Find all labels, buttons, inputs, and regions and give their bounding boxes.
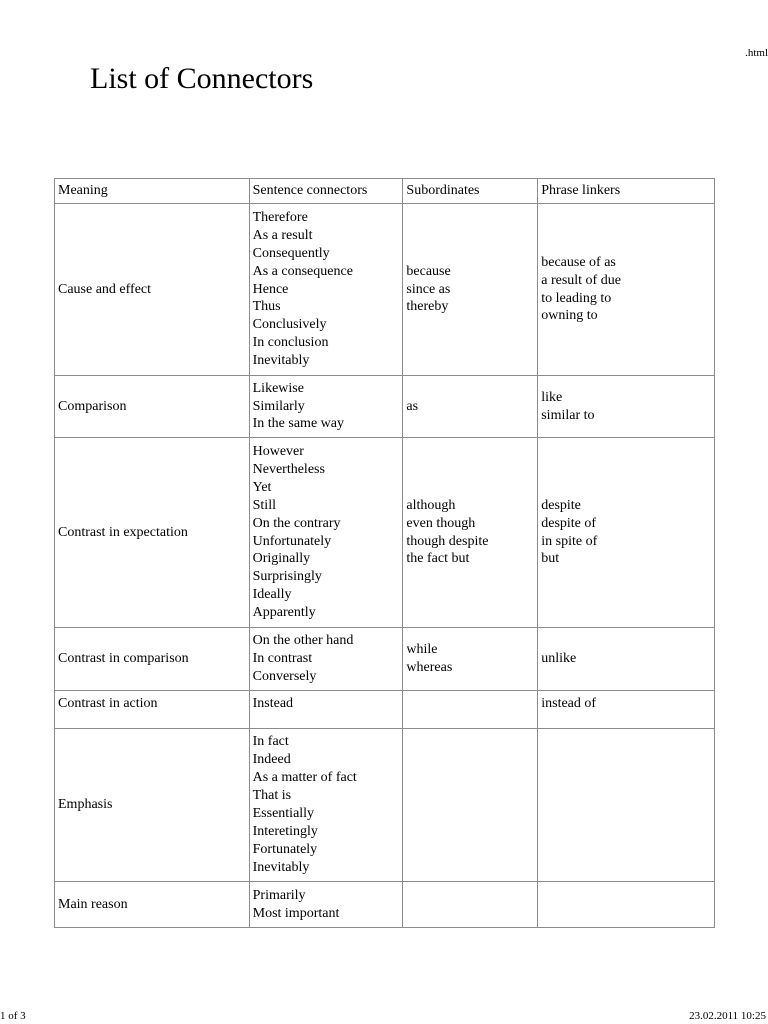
connector-item: Nevertheless: [252, 461, 325, 477]
subordinate-item: since as: [406, 281, 451, 297]
connector-item: Unfortunately: [252, 533, 332, 549]
page-number: 1 of 3: [0, 1010, 26, 1022]
phrase-linker-item: similar to: [541, 407, 595, 423]
connector-item: Essentially: [252, 806, 315, 821]
meaning-cell: Contrast in expectation: [55, 438, 250, 628]
connectors-table: [54, 178, 715, 928]
phrase-linker-item: despite: [541, 497, 581, 513]
sentence-connectors-cell: [249, 204, 403, 376]
connector-item: In fact: [252, 734, 289, 750]
phrase-linker-item: a result of due: [541, 272, 621, 288]
column-header-meaning: Meaning: [55, 179, 250, 204]
meaning-cell: Main reason: [55, 882, 250, 928]
subordinates-cell: [403, 438, 538, 628]
phrase-linkers-cell: [538, 376, 715, 438]
connector-item: On the other hand: [252, 633, 354, 649]
connector-item: In contrast: [252, 651, 313, 667]
subordinates-cell: [403, 729, 538, 882]
subordinates-cell: [403, 628, 538, 691]
subordinate-item: although: [406, 497, 456, 513]
connector-item: Conclusively: [252, 317, 327, 333]
phrase-linkers-cell: [538, 438, 715, 628]
subordinates-cell: [403, 882, 538, 928]
phrase-linkers-cell: [538, 691, 715, 729]
page-url-fragment: .html: [745, 47, 768, 59]
table-header-row: [55, 179, 715, 204]
subordinates-cell: [403, 376, 538, 438]
phrase-linker-item: to leading to: [541, 290, 612, 306]
meaning-cell: Cause and effect: [55, 204, 250, 376]
connector-item: Therefore: [252, 209, 308, 225]
table-row: [55, 376, 715, 438]
connector-item: Likewise: [252, 380, 304, 396]
phrase-linker-item: despite of: [541, 515, 597, 531]
connector-item: On the contrary: [252, 515, 341, 531]
sentence-connectors-cell: [249, 729, 403, 882]
subordinate-item: the fact but: [406, 551, 470, 567]
sentence-connectors-cell: [249, 438, 403, 628]
connector-item: Ideally: [252, 587, 292, 603]
connector-item: Primarily: [252, 887, 306, 903]
table-row: [55, 204, 715, 376]
connector-item: Hence: [252, 281, 289, 297]
connector-item: In the same way: [252, 416, 344, 432]
table-row: [55, 628, 715, 691]
connector-item: Thus: [252, 299, 281, 315]
connector-item: Apparently: [252, 605, 316, 621]
connector-item: However: [252, 443, 304, 459]
connector-item: As a consequence: [252, 263, 353, 279]
connector-item: Most important: [252, 905, 340, 921]
subordinate-item: whereas: [406, 660, 453, 675]
subordinate-item: as: [406, 398, 419, 414]
phrase-linkers-cell: [538, 729, 715, 882]
connector-item: Interetingly: [252, 823, 318, 839]
connector-item: Surprisingly: [252, 569, 322, 585]
phrase-linkers-cell: [538, 882, 715, 928]
sentence-connectors-cell: [249, 628, 403, 691]
subordinate-item: because: [406, 263, 451, 279]
phrase-linker-item: instead of: [541, 696, 597, 711]
phrase-linkers-cell: [538, 628, 715, 691]
connector-item: Inevitably: [252, 353, 310, 369]
connector-item: Still: [252, 497, 276, 513]
subordinates-cell: [403, 691, 538, 729]
sentence-connectors-cell: [249, 882, 403, 928]
meaning-cell: Contrast in action: [55, 691, 250, 729]
column-header-subordinates: Subordinates: [403, 179, 538, 204]
connector-item: Consequently: [252, 245, 330, 261]
phrase-linker-item: in spite of: [541, 533, 598, 549]
subordinates-cell: [403, 204, 538, 376]
column-header-phrase-linkers: Phrase linkers: [538, 179, 715, 204]
connector-item: That is: [252, 788, 292, 804]
connector-item: Conversely: [252, 668, 317, 684]
table-row: [55, 438, 715, 628]
meaning-cell: Emphasis: [55, 729, 250, 882]
connector-item: Yet: [252, 479, 272, 495]
phrase-linker-item: unlike: [541, 651, 577, 667]
connector-item: Indeed: [252, 752, 291, 768]
meaning-cell: Contrast in comparison: [55, 628, 250, 691]
table-row: [55, 691, 715, 729]
table-row: [55, 882, 715, 928]
phrase-linker-item: because of as: [541, 254, 616, 270]
connector-item: In conclusion: [252, 335, 329, 351]
table-row: [55, 729, 715, 882]
connector-item: Originally: [252, 551, 311, 567]
connector-item: As a result: [252, 227, 313, 243]
phrase-linker-item: like: [541, 389, 563, 405]
subordinate-item: thereby: [406, 299, 449, 315]
phrase-linker-item: but: [541, 551, 560, 567]
meaning-cell: Comparison: [55, 376, 250, 438]
connector-item: As a matter of fact: [252, 770, 357, 786]
connector-item: Inevitably: [252, 859, 310, 875]
page-title: List of Connectors: [90, 62, 314, 95]
connector-item: Instead: [252, 696, 294, 711]
sentence-connectors-cell: [249, 691, 403, 729]
subordinate-item: while: [406, 642, 438, 658]
phrase-linker-item: owning to: [541, 308, 598, 324]
subordinate-item: even though: [406, 515, 476, 531]
column-header-sentence-connectors: Sentence connectors: [249, 179, 403, 204]
phrase-linkers-cell: [538, 204, 715, 376]
sentence-connectors-cell: [249, 376, 403, 438]
connector-item: Fortunately: [252, 841, 318, 857]
print-datetime: 23.02.2011 10:25: [689, 1010, 766, 1022]
subordinate-item: though despite: [406, 533, 489, 549]
connector-item: Similarly: [252, 398, 305, 414]
